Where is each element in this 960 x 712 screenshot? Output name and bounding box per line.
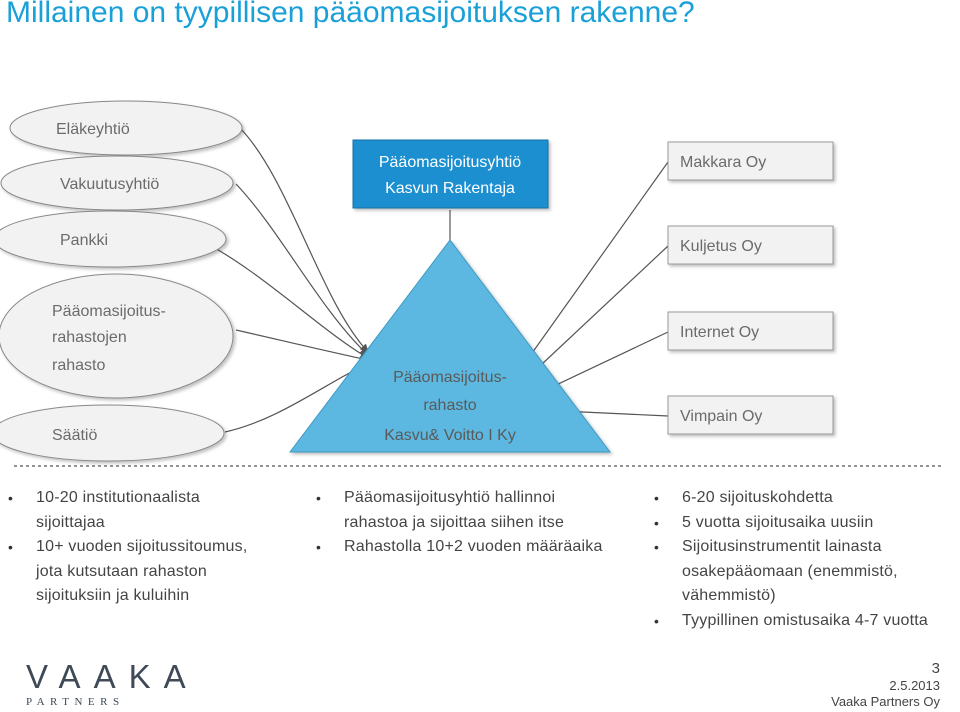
company-name: Vaaka Partners Oy [831,694,940,709]
portfolio-makkara-label: Makkara Oy [680,154,767,171]
investor-saatio-label: Säätiö [52,427,98,444]
manager-line1: Pääomasijoitusyhtiö [378,154,522,171]
portfolio-internet-label: Internet Oy [680,324,760,341]
fund-line1: Pääomasijoitus- [393,369,507,386]
bullet-line: • Rahastolla 10+2 vuoden määräaika [344,538,603,555]
bullet-line: jota kutsutaan rahaston [36,562,207,580]
investor-vakuutusyhtio-label: Vakuutusyhtiö [60,176,160,193]
portfolio-kuljetus-label: Kuljetus Oy [680,238,762,255]
bullet-item [316,486,603,535]
line-kuljetus [525,246,668,380]
bullet-item [316,535,603,560]
portfolio-notes [654,486,928,633]
bullet-line: vähemmistö) [682,587,776,604]
bullet-line: • Tyypillinen omistusaika 4-7 vuotta [682,611,929,629]
investor-group [0,101,242,461]
manager-line2: Kasvun Rakentaja [385,180,515,197]
arrow-vakuutusyhtio [236,184,368,355]
manager-box [353,140,548,208]
bullet-line: sijoituksiin ja kuluihin [36,587,190,604]
investor-elakeyhtio-label: Eläkeyhtiö [56,121,130,138]
bullet-line: • 10+ vuoden sijoitussitoumus, [36,538,248,555]
page-number: 3 [931,660,940,677]
manager-shape [353,140,548,208]
portfolio-group [668,142,833,434]
bullet-item [654,609,928,634]
investor-saatio-shape [0,405,224,461]
bullet-line: • 6-20 sijoituskohdetta [682,489,833,506]
investor-pankki-shape [0,211,226,267]
bullet-item [8,486,248,535]
fund-line3: Kasvu& Voitto I Ky [384,427,516,444]
bullet-item [654,486,928,511]
fund-notes [316,486,603,560]
slide-footer [831,660,940,710]
bullet-line: • Sijoitusinstrumentit lainasta [682,538,882,555]
bullet-line: rahastoa ja sijoittaa siihen itse [344,513,565,531]
investors-notes [8,486,248,609]
arrow-elakeyhtio [240,128,368,352]
bullet-line: sijoittajaa [36,513,105,531]
bullet-item [654,535,928,609]
bullet-line: • 5 vuotta sijoitusaika uusiin [682,513,874,531]
investor-rahastojen-rahasto-line1: Pääomasijoitus- [52,303,166,320]
page-title: Millainen on tyypillisen pääomasijoituksen rakenne? [6,0,695,29]
investor-rahastojen-rahasto-line3: rahasto [52,357,106,374]
investor-pankki-label: Pankki [60,232,109,249]
bullet-line: • Pääomasijoitusyhtiö hallinnoi [344,489,556,506]
bullet-item [654,511,928,536]
bullet-line: • 10-20 institutionaalista [36,489,201,506]
portfolio-vimpain-label: Vimpain Oy [680,408,763,425]
company-logo [26,660,199,708]
fund-line2: rahasto [423,397,477,414]
logo-subtitle: PARTNERS [26,696,125,708]
logo-wordmark: VAAKA [26,658,199,695]
bullet-item [8,535,248,609]
slide-date: 2.5.2013 [889,678,940,693]
investor-rahastojen-rahasto-line2: rahastojen [52,329,127,346]
bullet-line: osakepääomaan (enemmistö, [682,562,898,580]
